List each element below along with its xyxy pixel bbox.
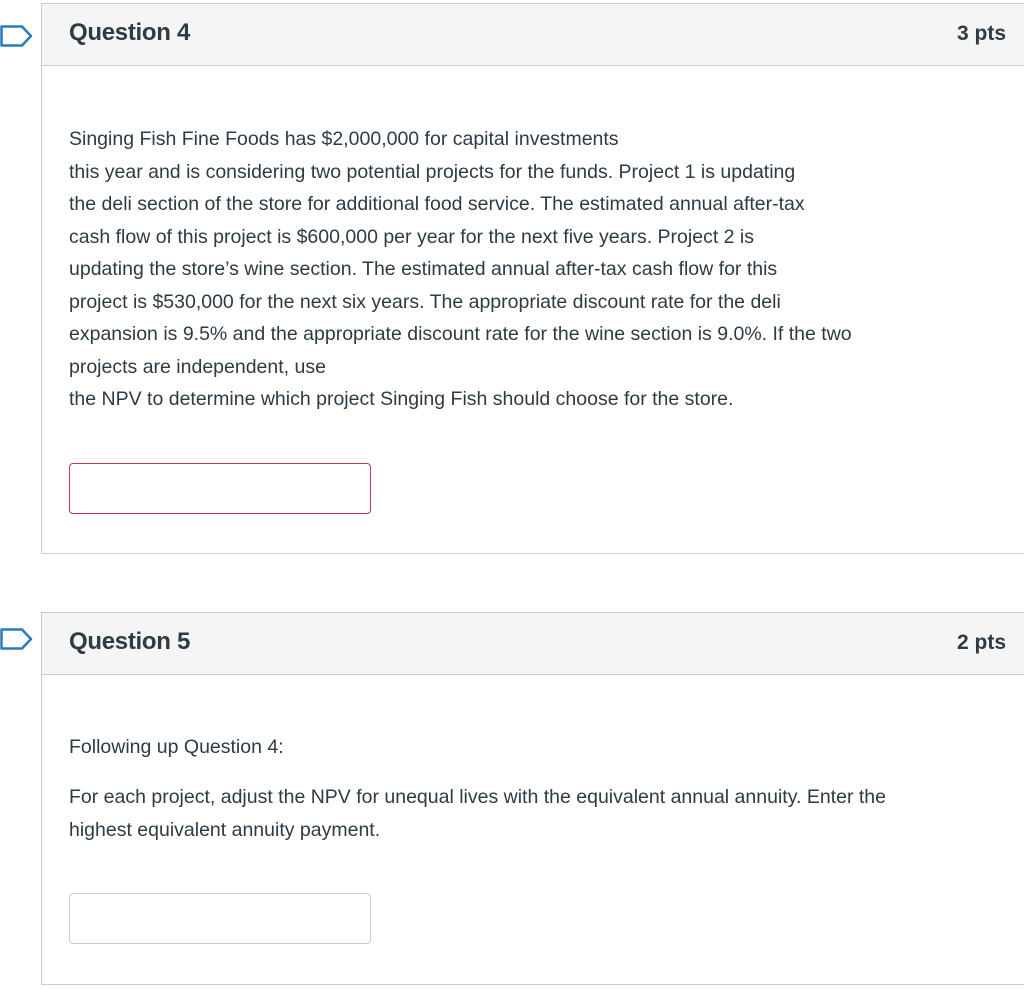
question-text-line: expansion is 9.5% and the appropriate discount rate for the wine section is 9.0%. If the two [69, 323, 852, 345]
answer-input[interactable] [69, 463, 371, 514]
question-body [42, 66, 1024, 553]
question-text-line: project is $530,000 for the next six years. The appropriate discount rate for the deli [69, 290, 781, 313]
bookmark-flag-icon[interactable] [0, 25, 34, 47]
question-points: 3 pts [956, 22, 1006, 45]
question-text-line: projects are independent, use [69, 355, 326, 378]
question-title: Question 5 [69, 628, 191, 655]
question-5 [41, 612, 1024, 985]
question-text [69, 123, 852, 416]
question-text [69, 781, 886, 846]
question-header [42, 613, 1024, 675]
question-text-line: the NPV to determine which project Singing Fish should choose for the store. [69, 388, 734, 410]
question-text-line: this year and is considering two potential projects for the funds. Project 1 is updating [69, 160, 796, 183]
question-body [42, 675, 1024, 984]
question-text-line: For each project, adjust the NPV for unequal lives with the equivalent annual annuity. Enter the [69, 786, 886, 808]
question-text-line: Singing Fish Fine Foods has $2,000,000 for capital investments [69, 128, 619, 150]
question-text-line: cash flow of this project is $600,000 per year for the next five years. Project 2 is [69, 225, 755, 248]
question-text-line: updating the store’s wine section. The estimated annual after-tax cash flow for this [69, 258, 778, 280]
answer-input[interactable] [69, 893, 371, 944]
question-header [42, 4, 1024, 66]
question-text-line: highest equivalent annuity payment. [69, 818, 381, 841]
question-points: 2 pts [956, 631, 1006, 654]
question-text-line: Following up Question 4: [69, 736, 284, 758]
question-title: Question 4 [69, 19, 191, 46]
bookmark-flag-icon[interactable] [0, 628, 34, 650]
question-text-line: the deli section of the store for additional food service. The estimated annual after-tax [69, 193, 805, 215]
question-4 [41, 3, 1024, 554]
